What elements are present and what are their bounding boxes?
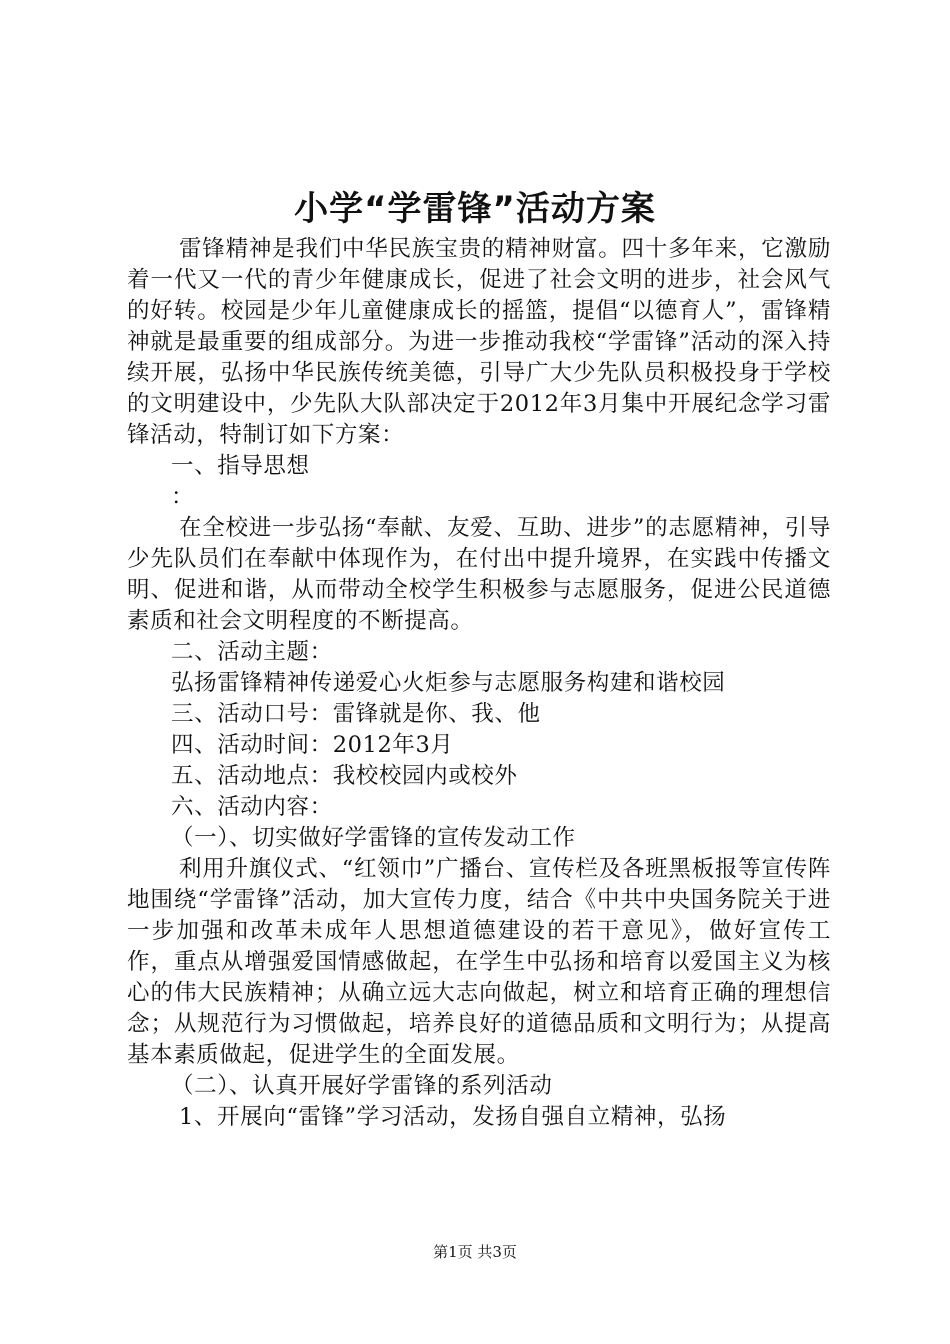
document-title: 小学“学雷锋”活动方案	[294, 189, 656, 229]
theme-text: 弘扬雷锋精神传递爱心火炬参与志愿服务构建和谐校园	[171, 670, 726, 696]
document-body	[127, 234, 831, 1133]
section-heading-theme: 二、活动主题：	[171, 639, 333, 665]
activity-item-1: 1、开展向“雷锋”学习活动，发扬自强自立精神，弘扬	[179, 1104, 727, 1130]
section-heading-content: 六、活动内容：	[171, 794, 333, 820]
subsection-heading-activities: （二）、认真开展好学雷锋的系列活动	[171, 1073, 553, 1099]
section-location: 五、活动地点：我校校园内或校外	[171, 763, 518, 789]
colon-line: ：	[171, 484, 195, 510]
subsection-heading-publicity: （一）、切实做好学雷锋的宣传发动工作	[171, 825, 576, 851]
page-number-footer: 第1页 共3页	[433, 1243, 517, 1261]
section-heading-guiding-thought: 一、指导思想	[171, 453, 310, 479]
section-slogan: 三、活动口号：雷锋就是你、我、他	[171, 701, 541, 727]
guiding-thought-paragraph: 在全校进一步弘扬“奉献、友爱、互助、进步”的志愿精神，引导少先队员们在奉献中体现作为，在付出中提升境界，在实践中传播文明、促进和谐，从而带动全校学生积极参与志愿服务，促进公民道德素质和社会文明程度的不断提高。	[127, 515, 831, 634]
section-time: 四、活动时间：2012年3月	[171, 732, 454, 758]
intro-paragraph: 雷锋精神是我们中华民族宝贵的精神财富。四十多年来，它激励着一代又一代的青少年健康成长，促进了社会文明的进步，社会风气的好转。校园是少年儿童健康成长的摇篮，提倡“以德育人”，雷锋精神就是最重要的组成部分。为进一步推动我校“学雷锋”活动的深入持续开展，弘扬中华民族传统美德，引导广大少先队员积极投身于学校的文明建设中，少先队大队部决定于2012年3月集中开展纪念学习雷锋活动，特制订如下方案：	[127, 236, 831, 448]
publicity-paragraph: 利用升旗仪式、“红领巾”广播台、宣传栏及各班黑板报等宣传阵地围绕“学雷锋”活动，加大宣传力度，结合《中共中央国务院关于进一步加强和改革未成年人思想道德建设的若干意见》，做好宣传工作，重点从增强爱国情感做起，在学生中弘扬和培育以爱国主义为核心的伟大民族精神；从确立远大志向做起，树立和培育正确的理想信念；从规范行为习惯做起，培养良好的道德品质和文明行为；从提高基本素质做起，促进学生的全面发展。	[127, 856, 831, 1068]
